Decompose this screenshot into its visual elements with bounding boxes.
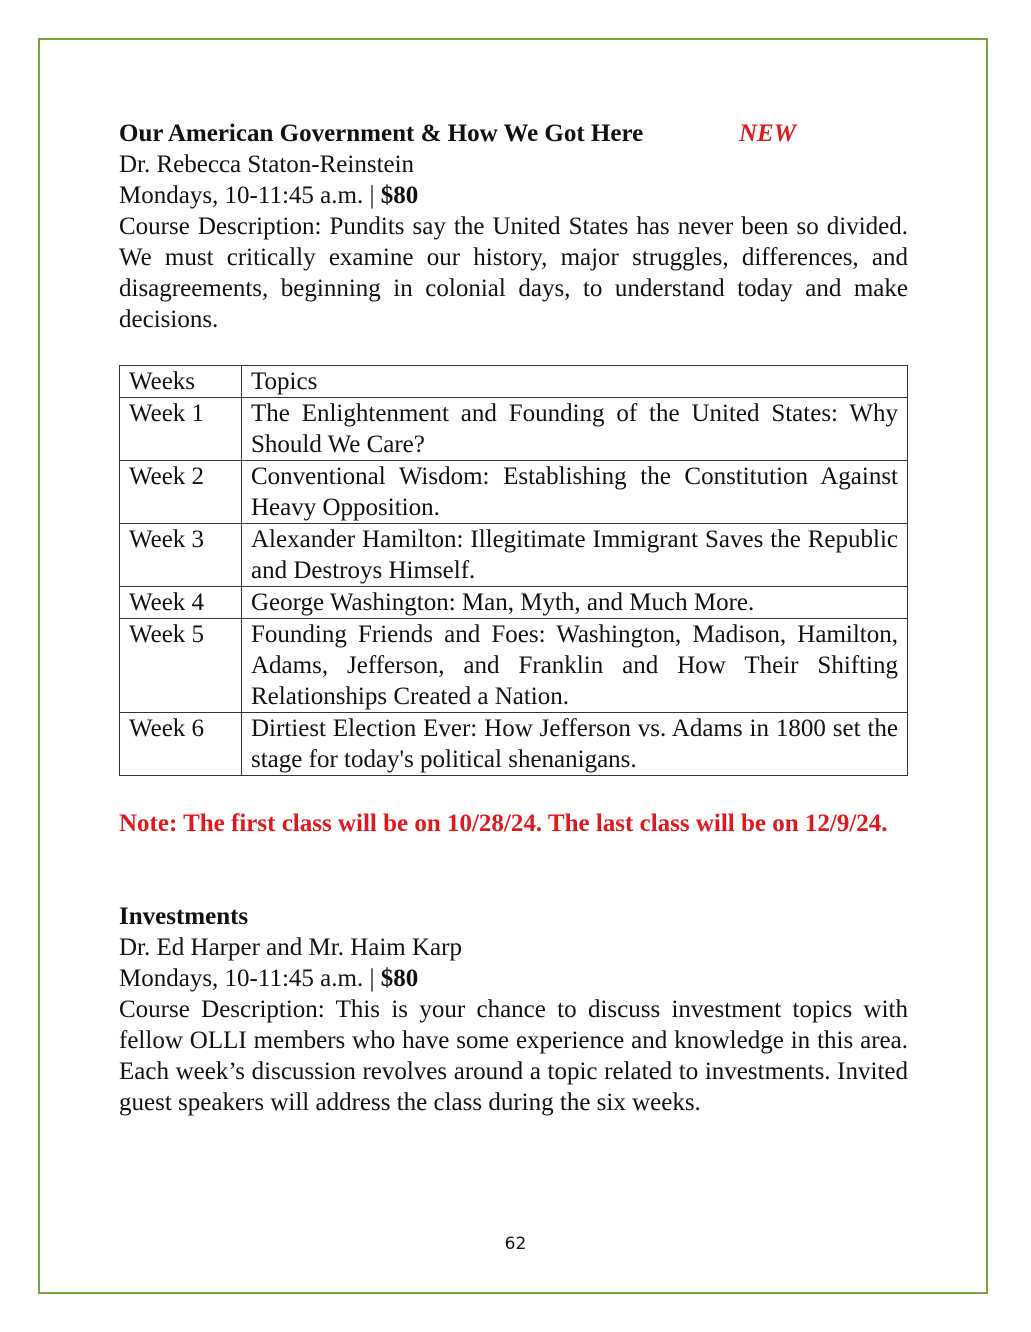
table-cell-topic: Conventional Wisdom: Establishing the Constitution Against Heavy Opposition. [242,461,908,524]
course1-title: Our American Government & How We Got Here [119,120,644,147]
course1-schedule: Mondays, 10-11:45 a.m. | [119,182,381,209]
table-cell-week: Week 6 [120,713,242,776]
table-cell-topic: Dirtiest Election Ever: How Jefferson vs. Adams in 1800 set the stage for today's political shenanigans. [242,713,908,776]
course2-title: Investments [119,903,249,930]
course2-schedule: Mondays, 10-11:45 a.m. | [119,965,381,992]
course1-price: $80 [380,182,419,209]
new-badge: NEW [739,120,796,147]
course1-instructor: Dr. Rebecca Staton-Reinstein [119,151,415,178]
table-header-row [120,366,908,398]
page-number: 62 [504,1234,527,1254]
course2-section [119,901,908,1118]
course1-note: Note: The first class will be on 10/28/24. The last class will be on 12/9/24. [119,810,888,837]
table-row [120,619,908,713]
table-cell-week: Week 1 [120,398,242,461]
table-cell-week: Week 3 [120,524,242,587]
table-cell-topic: The Enlightenment and Founding of the United States: Why Should We Care? [242,398,908,461]
course2-instructor: Dr. Ed Harper and Mr. Haim Karp [119,934,462,961]
weeks-topics-table [119,365,908,776]
page-content [119,118,908,1118]
table-header-weeks: Weeks [120,366,242,398]
table-row [120,713,908,776]
course2-description: Course Description: This is your chance to discuss investment topics with fellow OLLI members who have some experience and knowledge in this area. Each week’s discussion revolves around a topic related to investments. Invited guest speakers will address the class during the six weeks. [119,996,908,1116]
table-row [120,524,908,587]
course2-price: $80 [380,965,419,992]
table-row [120,587,908,619]
table-header-topics: Topics [242,366,908,398]
table-cell-week: Week 4 [120,587,242,619]
course1-schedule-line [119,180,908,211]
table-cell-topic: Founding Friends and Foes: Washington, Madison, Hamilton, Adams, Jefferson, and Franklin and How Their Shifting Relationships Created a Nation. [242,619,908,713]
table-cell-week: Week 5 [120,619,242,713]
table-cell-topic: George Washington: Man, Myth, and Much More. [242,587,908,619]
table-cell-week: Week 2 [120,461,242,524]
table-row [120,461,908,524]
course1-description: Course Description: Pundits say the United States has never been so divided. We must critically examine our history, major struggles, differences, and disagreements, beginning in colonial days, to understand today and make decisions. [119,213,908,333]
table-row [120,398,908,461]
course2-schedule-line [119,963,908,994]
course1-title-row [119,118,908,149]
table-cell-topic: Alexander Hamilton: Illegitimate Immigrant Saves the Republic and Destroys Himself. [242,524,908,587]
